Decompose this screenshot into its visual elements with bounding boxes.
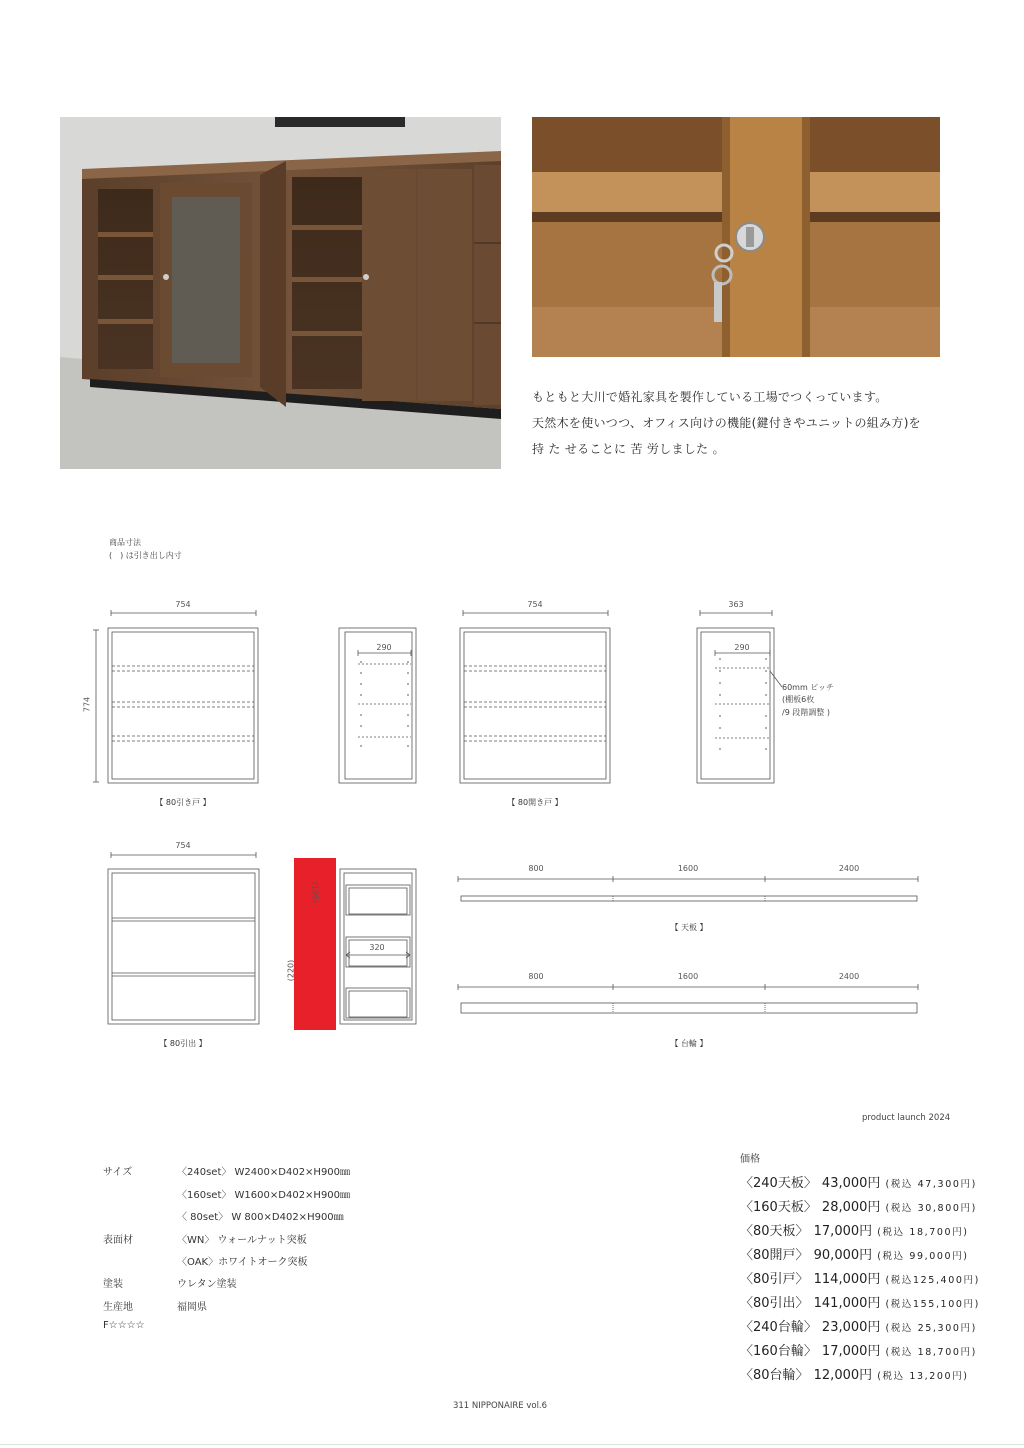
price-item-value: 90,000円: [813, 1248, 873, 1263]
price-item-name: 〈160台輪〉: [740, 1344, 817, 1359]
dim-hinged-width: 754: [527, 600, 543, 609]
price-item-name: 〈80天板〉: [740, 1224, 809, 1239]
price-item-tax: (税込125,400円): [885, 1275, 980, 1286]
dim-base-800: 800: [528, 972, 544, 981]
pitch-note-2: (棚板6枚: [782, 695, 815, 704]
page-footer: 311 NIPPONAIRE vol.6: [452, 1401, 548, 1411]
drawings-row-2: [0, 840, 1024, 1040]
price-row: [740, 1316, 977, 1335]
product-photo-walnut-cabinet: [60, 117, 501, 469]
walnut-cabinet-illustration: [60, 117, 501, 469]
price-item-tax: (税込 25,300円): [885, 1323, 977, 1334]
pitch-note-3: /9 段階調整 ): [782, 708, 830, 717]
dimensions-title: 商品寸法: [109, 538, 141, 547]
intro-line-2: 天然木を使いつつ、オフィス向けの機能(鍵付きやユニットの組み方)を: [532, 416, 921, 430]
price-item-name: 〈240台輪〉: [740, 1320, 817, 1335]
price-item-name: 〈80引出〉: [740, 1296, 809, 1311]
spec-origin-value: 福岡県: [177, 1302, 207, 1313]
spec-rating: F☆☆☆☆: [103, 1320, 145, 1331]
key-lock-illustration: [532, 117, 940, 357]
dimensions-note: ( ) は引き出し内寸: [109, 551, 182, 560]
price-row: [740, 1220, 969, 1239]
price-item-name: 〈240天板〉: [740, 1176, 817, 1191]
price-item-name: 〈80台輪〉: [740, 1368, 809, 1383]
price-item-name: 〈80引戸〉: [740, 1272, 809, 1287]
product-photo-key-lock: [532, 117, 940, 357]
spec-finish-label: 塗装: [103, 1279, 123, 1290]
dim-drawer-inner-h2: (220): [286, 959, 296, 982]
spec-size-label: サイズ: [103, 1167, 133, 1178]
spec-surface-oak: 〈OAK〉ホワイトオーク突板: [177, 1257, 308, 1268]
price-item-value: 141,000円: [813, 1296, 881, 1311]
dim-top-2400: 2400: [838, 864, 860, 873]
price-row: [740, 1340, 977, 1359]
price-item-tax: (税込 18,700円): [877, 1227, 969, 1238]
spec-size-240: 〈240set〉 W2400×D402×H900㎜: [177, 1167, 351, 1178]
price-item-value: 23,000円: [821, 1320, 881, 1335]
dim-hinged-side-inner: 290: [734, 643, 750, 652]
price-row: [740, 1364, 969, 1383]
caption-sliding-door: 【 80引き戸 】: [155, 798, 211, 807]
dim-drawer-width: 754: [175, 841, 191, 850]
intro-line-1: もともと大川で婚礼家具を製作している工場でつくっています。: [532, 390, 888, 404]
pitch-note-1: 60mm ピッチ: [782, 683, 834, 692]
spec-surface-wn: 〈WN〉 ウォールナット突板: [177, 1235, 307, 1246]
price-item-tax: (税込 99,000円): [877, 1251, 969, 1262]
price-item-value: 114,000円: [813, 1272, 881, 1287]
price-row: [740, 1196, 977, 1215]
price-item-name: 〈80開戸〉: [740, 1248, 809, 1263]
caption-hinged-door: 【 80開き戸 】: [507, 798, 563, 807]
price-item-tax: (税込 18,700円): [885, 1347, 977, 1358]
dim-height: 774: [82, 696, 92, 713]
price-row: [740, 1292, 980, 1311]
price-item-tax: (税込 47,300円): [885, 1179, 977, 1190]
dim-side-inner: 290: [376, 643, 392, 652]
dim-base-2400: 2400: [838, 972, 860, 981]
price-item-value: 17,000円: [821, 1344, 881, 1359]
caption-base: 【 台輪 】: [670, 1039, 708, 1048]
price-heading: 価格: [740, 1154, 760, 1165]
spec-size-80: 〈 80set〉 W 800×D402×H900㎜: [177, 1212, 344, 1223]
dim-drawer-inner-w: 320: [369, 943, 385, 952]
caption-top-board: 【 天板 】: [670, 923, 708, 932]
price-row: [740, 1244, 969, 1263]
caption-drawer: 【 80引出 】: [159, 1039, 207, 1048]
price-item-value: 43,000円: [821, 1176, 881, 1191]
price-row: [740, 1268, 980, 1287]
product-launch: product launch 2024: [862, 1113, 951, 1123]
price-row: [740, 1172, 977, 1191]
dim-hinged-side-depth: 363: [728, 600, 744, 609]
spec-size-160: 〈160set〉 W1600×D402×H900㎜: [177, 1190, 351, 1201]
price-item-tax: (税込 13,200円): [877, 1371, 969, 1382]
price-item-tax: (税込 30,800円): [885, 1203, 977, 1214]
spec-finish-value: ウレタン塗装: [177, 1279, 237, 1290]
dim-drawer-inner-h1: (195): [310, 881, 320, 904]
dim-base-1600: 1600: [677, 972, 699, 981]
intro-line-3: 持 た せることに 苦 労しました 。: [532, 442, 725, 456]
price-item-tax: (税込155,100円): [885, 1299, 980, 1310]
price-item-value: 17,000円: [813, 1224, 873, 1239]
bottom-rule: [0, 1444, 1024, 1445]
price-item-name: 〈160天板〉: [740, 1200, 817, 1215]
dim-sliding-width: 754: [175, 600, 191, 609]
dim-top-1600: 1600: [677, 864, 699, 873]
drawings-row-1: [0, 595, 1024, 810]
price-item-value: 12,000円: [813, 1368, 873, 1383]
price-item-value: 28,000円: [821, 1200, 881, 1215]
dim-top-800: 800: [528, 864, 544, 873]
spec-origin-label: 生産地: [103, 1302, 133, 1313]
spec-surface-label: 表面材: [103, 1235, 133, 1246]
